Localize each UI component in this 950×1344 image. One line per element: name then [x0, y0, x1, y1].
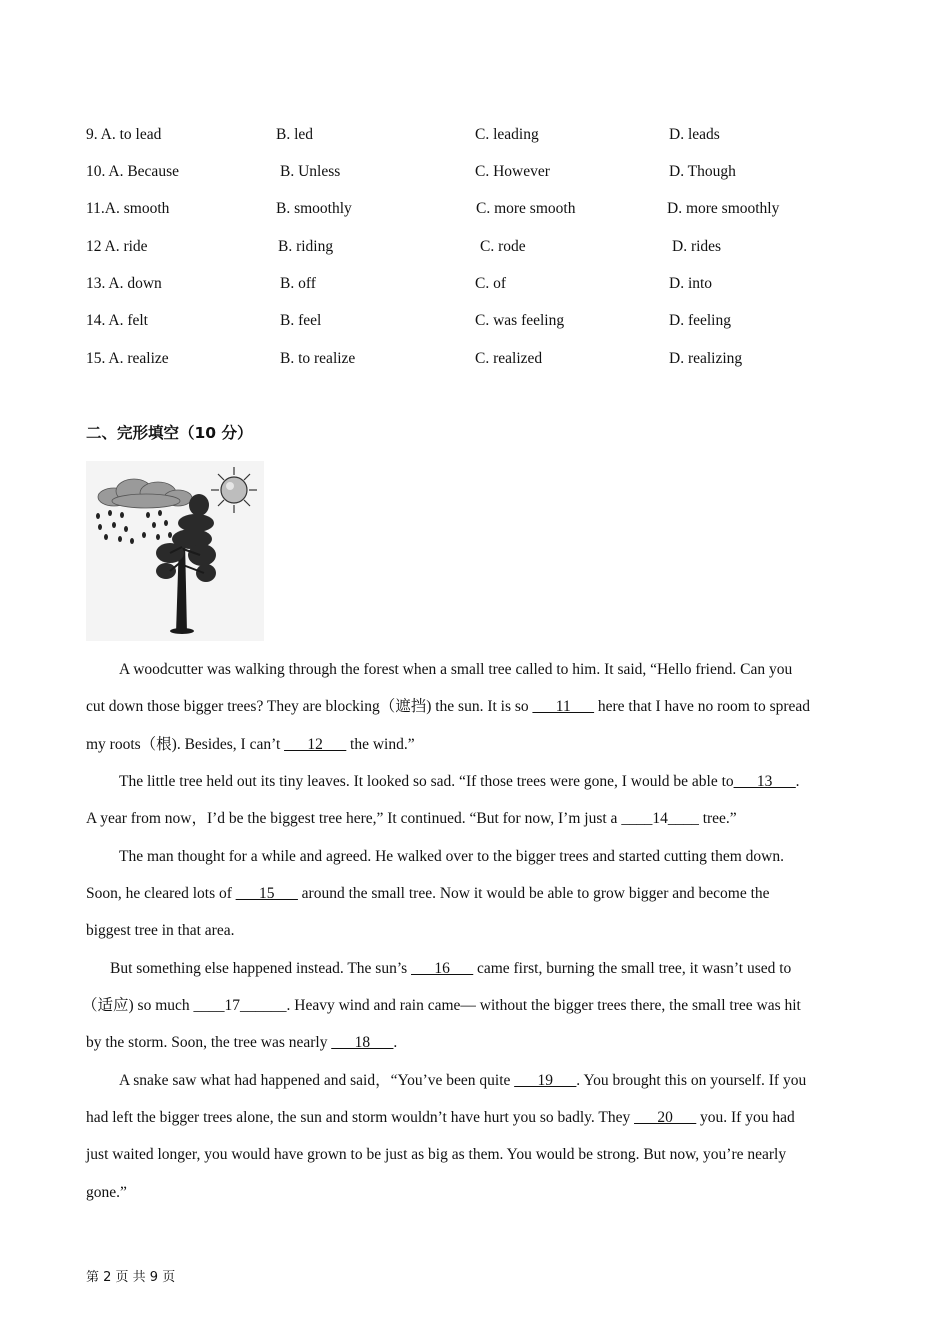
option-d: D. into: [669, 275, 713, 292]
option-d: D. leads: [669, 126, 720, 143]
passage-line: The little tree held out its tiny leaves. It looked so sad. “If those trees were gone, I would be able to___13___.: [119, 773, 800, 790]
passage-line: just waited longer, you would have grown to be just as big as them. You would be strong. But now, you’re nearly: [86, 1146, 787, 1163]
option-row-12: [86, 236, 886, 258]
passage-line: But something else happened instead. The sun’s ___16___ came first, burning the small tree, it wasn’t used to: [110, 960, 792, 977]
option-a: 13. A. down: [86, 275, 162, 292]
option-c: C. was feeling: [475, 312, 565, 329]
section-title: 二、完形填空（10 分）: [86, 424, 253, 442]
option-a: 11.A. smooth: [86, 200, 170, 217]
option-a: 15. A. realize: [86, 350, 169, 367]
passage-line: Soon, he cleared lots of ___15___ around the small tree. Now it would be able to grow bigger and become the: [86, 885, 770, 902]
option-a: 14. A. felt: [86, 312, 148, 329]
passage-line: biggest tree in that area.: [86, 922, 235, 939]
option-b: B. feel: [280, 312, 322, 329]
option-c: C. rode: [480, 238, 526, 255]
blank-12: ___12___: [284, 736, 347, 753]
blank-13: ___13___: [733, 773, 796, 790]
option-c: C. However: [475, 163, 550, 180]
blank-20: ___20___: [634, 1109, 697, 1126]
option-b: B. Unless: [280, 163, 341, 180]
blank-18: ___18___: [331, 1034, 394, 1051]
passage-line: gone.”: [86, 1184, 127, 1201]
passage-line: cut down those bigger trees? They are blocking（遮挡) the sun. It is so ___11___ here that I have no room to spread: [86, 698, 811, 715]
blank-16: ___16___: [411, 960, 474, 977]
passage-line: A snake saw what had happened and said，“You’ve been quite ___19___. You brought this on yourself. If you: [119, 1072, 807, 1089]
option-d: D. more smoothly: [667, 200, 780, 217]
option-b: B. smoothly: [276, 200, 352, 217]
passage-line: my roots（根). Besides, I can’t ___12___ the wind.”: [86, 736, 415, 753]
option-b: B. to realize: [280, 350, 356, 367]
passage-line: A woodcutter was walking through the forest when a small tree called to him. It said, “Hello friend. Can you: [119, 661, 793, 678]
passage-line: had left the bigger trees alone, the sun and storm wouldn’t have hurt you so badly. They ___20___ you. If you had: [86, 1109, 795, 1126]
page-footer: 第 2 页 共 9 页: [86, 1270, 176, 1285]
option-row-15: [86, 348, 886, 370]
option-c: C. realized: [475, 350, 543, 367]
blank-11: ___11___: [532, 698, 594, 715]
option-d: D. realizing: [669, 350, 743, 367]
option-c: C. more smooth: [476, 200, 576, 217]
passage-line: A year from now，I’d be the biggest tree here,” It continued. “But for now, I’m just a ____14____ tree.”: [86, 810, 737, 827]
option-a: 12 A. ride: [86, 238, 148, 255]
option-b: B. led: [276, 126, 314, 143]
option-d: D. rides: [672, 238, 722, 255]
option-a: 10. A. Because: [86, 163, 179, 180]
tree-illustration: [86, 461, 264, 641]
option-row-10: [86, 161, 886, 183]
blank-19: ___19___: [514, 1072, 577, 1089]
option-row-14: [86, 310, 886, 332]
option-a: 9. A. to lead: [86, 126, 162, 143]
option-c: C. leading: [475, 126, 539, 143]
blank-14: ____14____: [621, 810, 699, 827]
option-row-11: [86, 198, 886, 220]
option-c: C. of: [475, 275, 506, 292]
blank-17: ____17______: [193, 997, 287, 1014]
option-b: B. off: [280, 275, 316, 292]
passage-line: by the storm. Soon, the tree was nearly ___18___.: [86, 1034, 398, 1051]
option-d: D. feeling: [669, 312, 731, 329]
passage-line: The man thought for a while and agreed. He walked over to the bigger trees and started cutting them down.: [119, 848, 784, 865]
option-row-9: [86, 124, 886, 146]
passage-line: （适应) so much ____17______. Heavy wind and rain came— without the bigger trees there, the small tree was hit: [82, 997, 801, 1014]
blank-15: ___15___: [235, 885, 298, 902]
option-d: D. Though: [669, 163, 736, 180]
option-row-13: [86, 273, 886, 295]
option-b: B. riding: [278, 238, 334, 255]
